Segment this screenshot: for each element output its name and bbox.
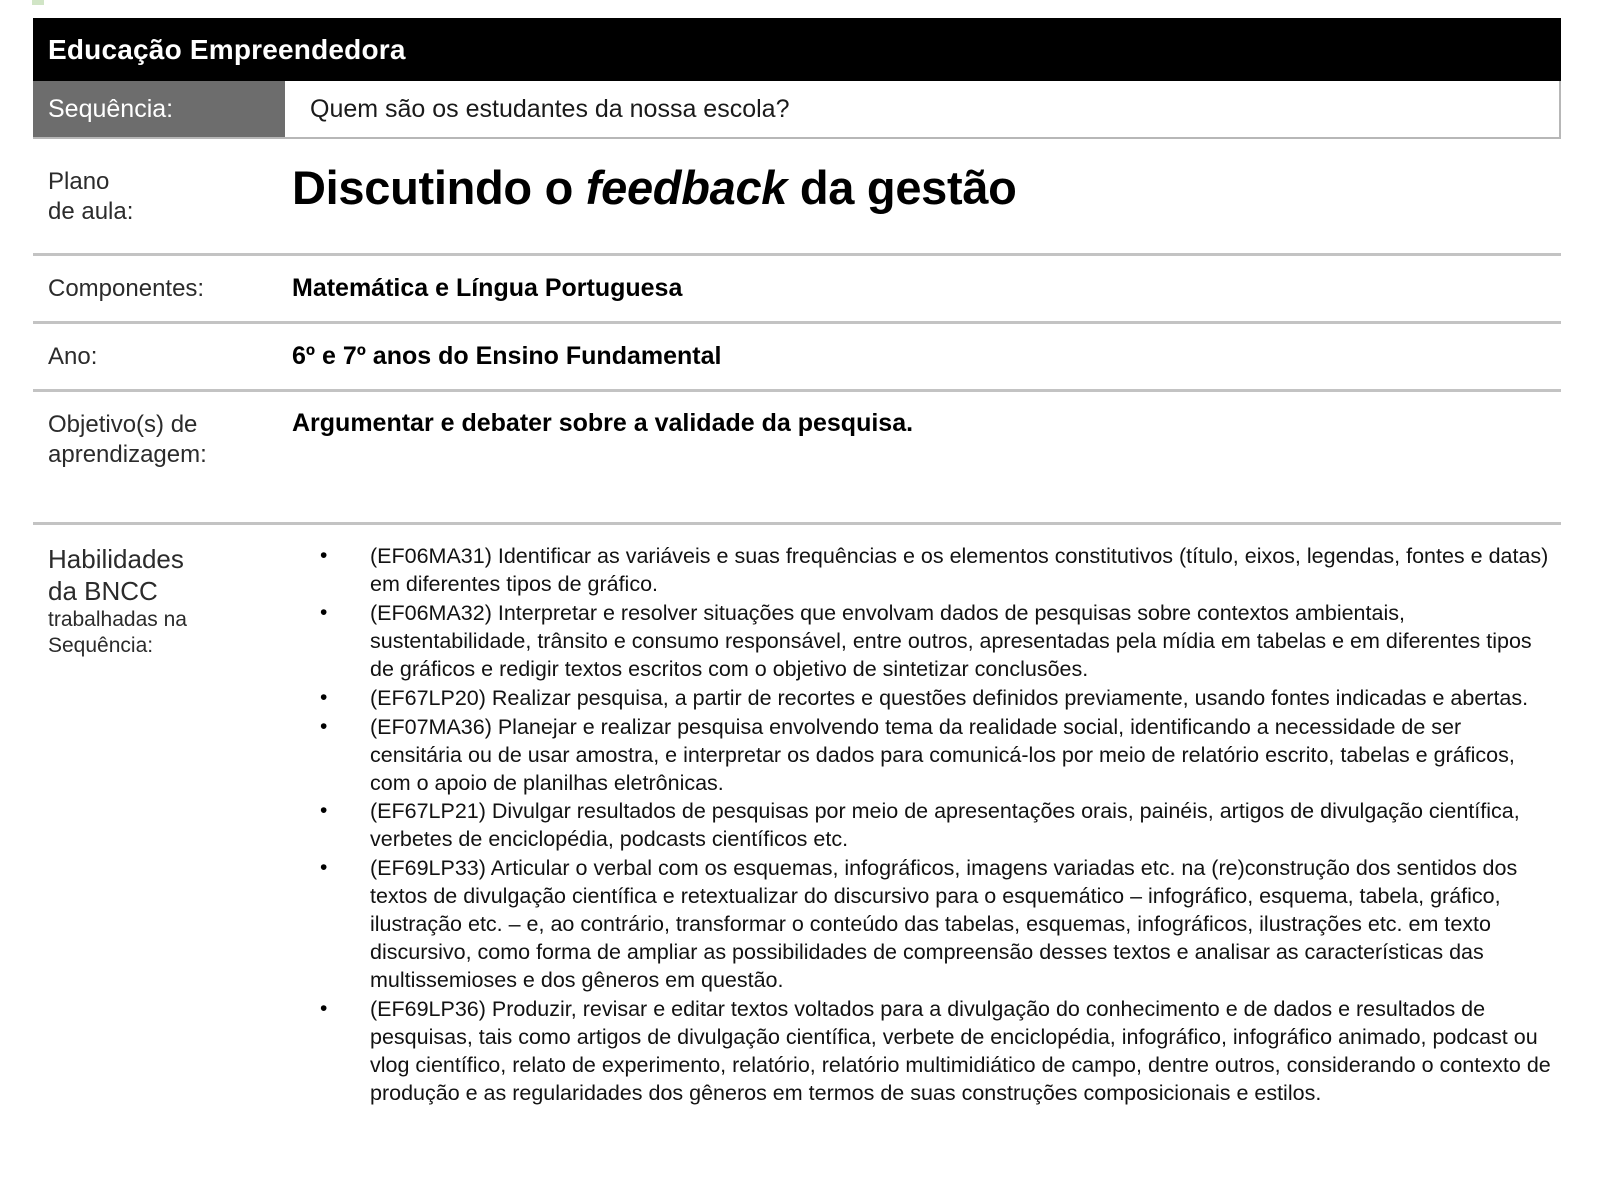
list-item: • (EF06MA31) Identificar as variáveis e suas frequências e os elementos constitutivos (título, eixos, legendas, fontes e datas) em diferentes tipos de gráfico. [292,543,1553,599]
year-value: 6º e 7º anos do Ensino Fundamental [292,342,722,370]
page-title-emphasis: feedback [585,161,788,214]
lesson-plan-label [33,163,292,227]
bncc-skills-label [33,543,292,1109]
year-label: Ano: [48,343,98,370]
learning-objectives-label-line1: Objetivo(s) de [48,411,198,438]
sequence-row [33,81,1561,139]
components-label: Componentes: [48,275,205,302]
bncc-skills-list [292,543,1561,1109]
components-value-cell [292,273,1561,304]
sequence-label-cell [33,81,285,137]
components-row [33,256,1561,321]
list-item: • (EF69LP36) Produzir, revisar e editar textos voltados para a divulgação do conhecimento e de dados e resultados de pesquisas, tais como artigos de divulgação científica, verbete de enciclopédia, infográfico, infográfico animado, podcast ou vlog científico, relato de experimento, relatório, relatório multimidiático de campo, dentre outros, considerando o contexto de produção e as regularidades dos gêneros em termos de suas construções composicionais e estilos. [292,996,1553,1108]
learning-objectives-value: Argumentar e debater sobre a validade da pesquisa. [292,409,914,437]
list-item: • (EF69LP33) Articular o verbal com os esquemas, infográficos, imagens variadas etc. na (re)construção dos sentidos dos textos de divulgação científica e retextualizar do discursivo para o esquemático – infográfico, esquema, tabela, gráfico, ilustração etc. – e, ao contrário, transformar o conteúdo das tabelas, esquemas, infográficos, ilustrações etc. em texto discursivo, como forma de ampliar as possibilidades de compreensão desses textos e analisar as características das multissemioses e dos gêneros em questão. [292,855,1553,995]
list-item: • (EF67LP20) Realizar pesquisa, a partir de recortes e questões definidos previamente, usando fontes indicadas e abertas. [292,685,1553,713]
list-item: • (EF67LP21) Divulgar resultados de pesquisas por meio de apresentações orais, painéis, artigos de divulgação científica, verbetes de enciclopédia, podcasts científicos etc. [292,798,1553,854]
bncc-skills-label-line4: Sequência: [48,634,154,658]
sequence-value: Quem são os estudantes da nossa escola? [310,94,790,123]
page-title-part1: Discutindo o [292,161,586,214]
bncc-skills-label-line1: Habilidades [48,544,184,574]
bncc-skills-row [33,525,1561,1109]
lesson-plan-label-line1: Plano [48,168,110,195]
brand-title: Educação Empreendedora [48,33,406,65]
learning-objectives-label-line2: aprendizagem: [48,441,207,468]
lesson-plan-document [33,18,1561,1109]
list-item: • (EF06MA32) Interpretar e resolver situações que envolvam dados de pesquisas sobre contextos ambientais, sustentabilidade, trânsito e consumo responsável, entre outros, apresentadas pela mídia em tabelas e em diferentes tipos de gráficos e redigir textos escritos com o objetivo de sintetizar conclusões. [292,600,1553,684]
year-value-cell [292,341,1561,372]
lesson-plan-value [292,163,1561,227]
bncc-skills-label-line3: trabalhadas na [48,608,187,632]
lesson-plan-label-line2: de aula: [48,198,134,225]
sequence-value-cell [285,81,1559,137]
lesson-plan-row [33,139,1561,253]
learning-objectives-label [33,408,292,470]
learning-objectives-value-cell [292,408,1561,470]
year-row [33,324,1561,389]
page-corner-artifact [32,0,44,5]
learning-objectives-row [33,392,1561,522]
page-title-part2: da gestão [787,161,1017,214]
bncc-skills-label-line2: da BNCC [48,576,158,607]
sequence-label: Sequência: [48,94,174,123]
page-title [292,163,1551,212]
components-value: Matemática e Língua Portuguesa [292,274,683,302]
brand-header-bar [33,18,1561,81]
list-item: • (EF07MA36) Planejar e realizar pesquisa envolvendo tema da realidade social, identificando a necessidade de ser censitária ou de usar amostra, e interpretar os dados para comunicá-los por meio de relatório escrito, tabelas e gráficos, com o apoio de planilhas eletrônicas. [292,714,1553,798]
